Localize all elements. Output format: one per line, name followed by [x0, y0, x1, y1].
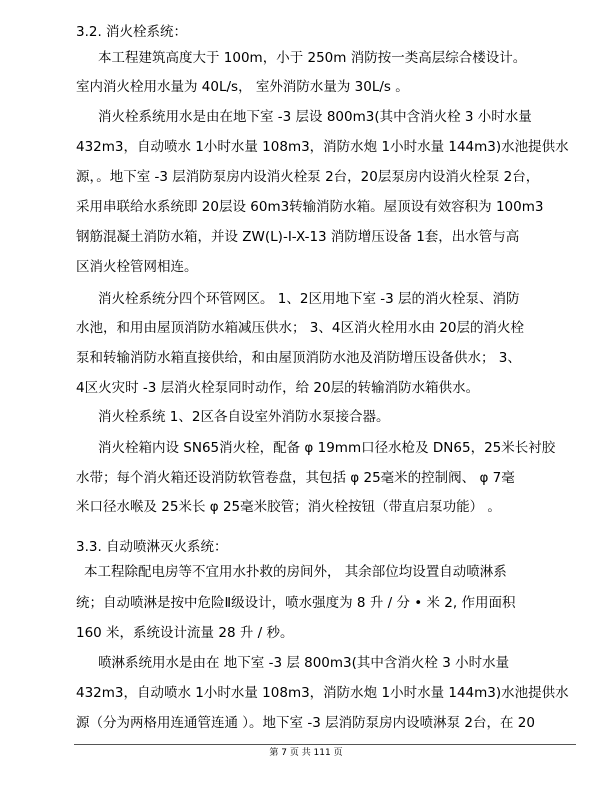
paragraph-line: 4区火灾时 -3 层消火栓泵同时动作，给 20层的转输消防水箱供水。 [76, 380, 480, 396]
paragraph-line: 喷淋系统用水是由在 地下室 -3 层 800m3(其中含消火栓 3 小时水量 [98, 655, 510, 671]
paragraph-line: 432m3，自动喷水 1小时水量 108m3，消防水炮 1小时水量 144m3)水池提供水 [76, 139, 569, 155]
paragraph-line: 本工程除配电房等不宜用水扑救的房间外， 其余部位均设置自动喷淋系 [84, 564, 507, 580]
paragraph-line: 泵和转输消防水箱直接供给，和由屋顶消防水池及消防增压设备供水； 3、 [76, 350, 521, 366]
paragraph-line: 消火栓系统用水是由在地下室 -3 层设 800m3(其中含消火栓 3 小时水量 [98, 109, 532, 125]
paragraph-line: 160 米，系统设计流量 28 升 / 秒。 [76, 625, 294, 641]
paragraph-line: 钢筋混凝土消防水箱，并设 ZW(L)-I-X-13 消防增压设备 1套，出水管与高 [76, 229, 520, 245]
paragraph-line: 源，。地下室 -3 层消防泵房内设消火栓泵 2台，20层泵房内设消火栓泵 2台， [76, 169, 540, 185]
paragraph-line: 采用串联给水系统即 20层设 60m3转输消防水箱。屋顶设有效容积为 100m3 [76, 199, 544, 215]
paragraph-line: 室内消火栓用水量为 40L/s， 室外消防水量为 30L/s 。 [76, 79, 409, 95]
paragraph-line: 消火栓系统分四个环管网区。 1、2区用地下室 -3 层的消火栓泵、消防 [98, 291, 520, 307]
section-3-2-heading: 3.2. 消火栓系统： [76, 24, 188, 40]
page-number: 第 7 页 共 111 页 [269, 748, 343, 758]
paragraph-line: 432m3，自动喷水 1小时水量 108m3，消防水炮 1小时水量 144m3)水池提供水 [76, 685, 569, 701]
paragraph-line: 消火栓箱内设 SN65消火栓，配备 φ 19mm口径水枪及 DN65，25米长衬胶 [98, 440, 556, 456]
paragraph-line: 统；自动喷淋是按中危险Ⅱ级设计，喷水强度为 8 升 / 分 • 米 2, 作用面积 [76, 595, 516, 611]
paragraph-line: 消火栓系统 1、2区各自设室外消防水泵接合器。 [98, 409, 390, 425]
section-3-3-heading: 3.3. 自动喷淋灭火系统： [76, 539, 228, 555]
paragraph-line: 水池，和用由屋顶消防水箱减压供水； 3、4区消火栓用水由 20层的消火栓 [76, 320, 524, 336]
paragraph-line: 本工程建筑高度大于 100m，小于 250m 消防按一类高层综合楼设计。 [98, 50, 527, 66]
footer-divider [74, 744, 576, 745]
paragraph-line: 源（分为两格用连通管连通 ）。地下室 -3 层消防泵房内设喷淋泵 2台，在 20 [76, 715, 535, 731]
paragraph-line: 米口径水喉及 25米长 φ 25毫米胶管；消火栓按钮（带直启泵功能） 。 [76, 499, 501, 515]
paragraph-line: 水带；每个消火箱还设消防软管卷盘，其包括 φ 25毫米的控制阀、 φ 7毫 [76, 470, 515, 486]
paragraph-line: 区消火栓管网相连。 [76, 259, 198, 275]
